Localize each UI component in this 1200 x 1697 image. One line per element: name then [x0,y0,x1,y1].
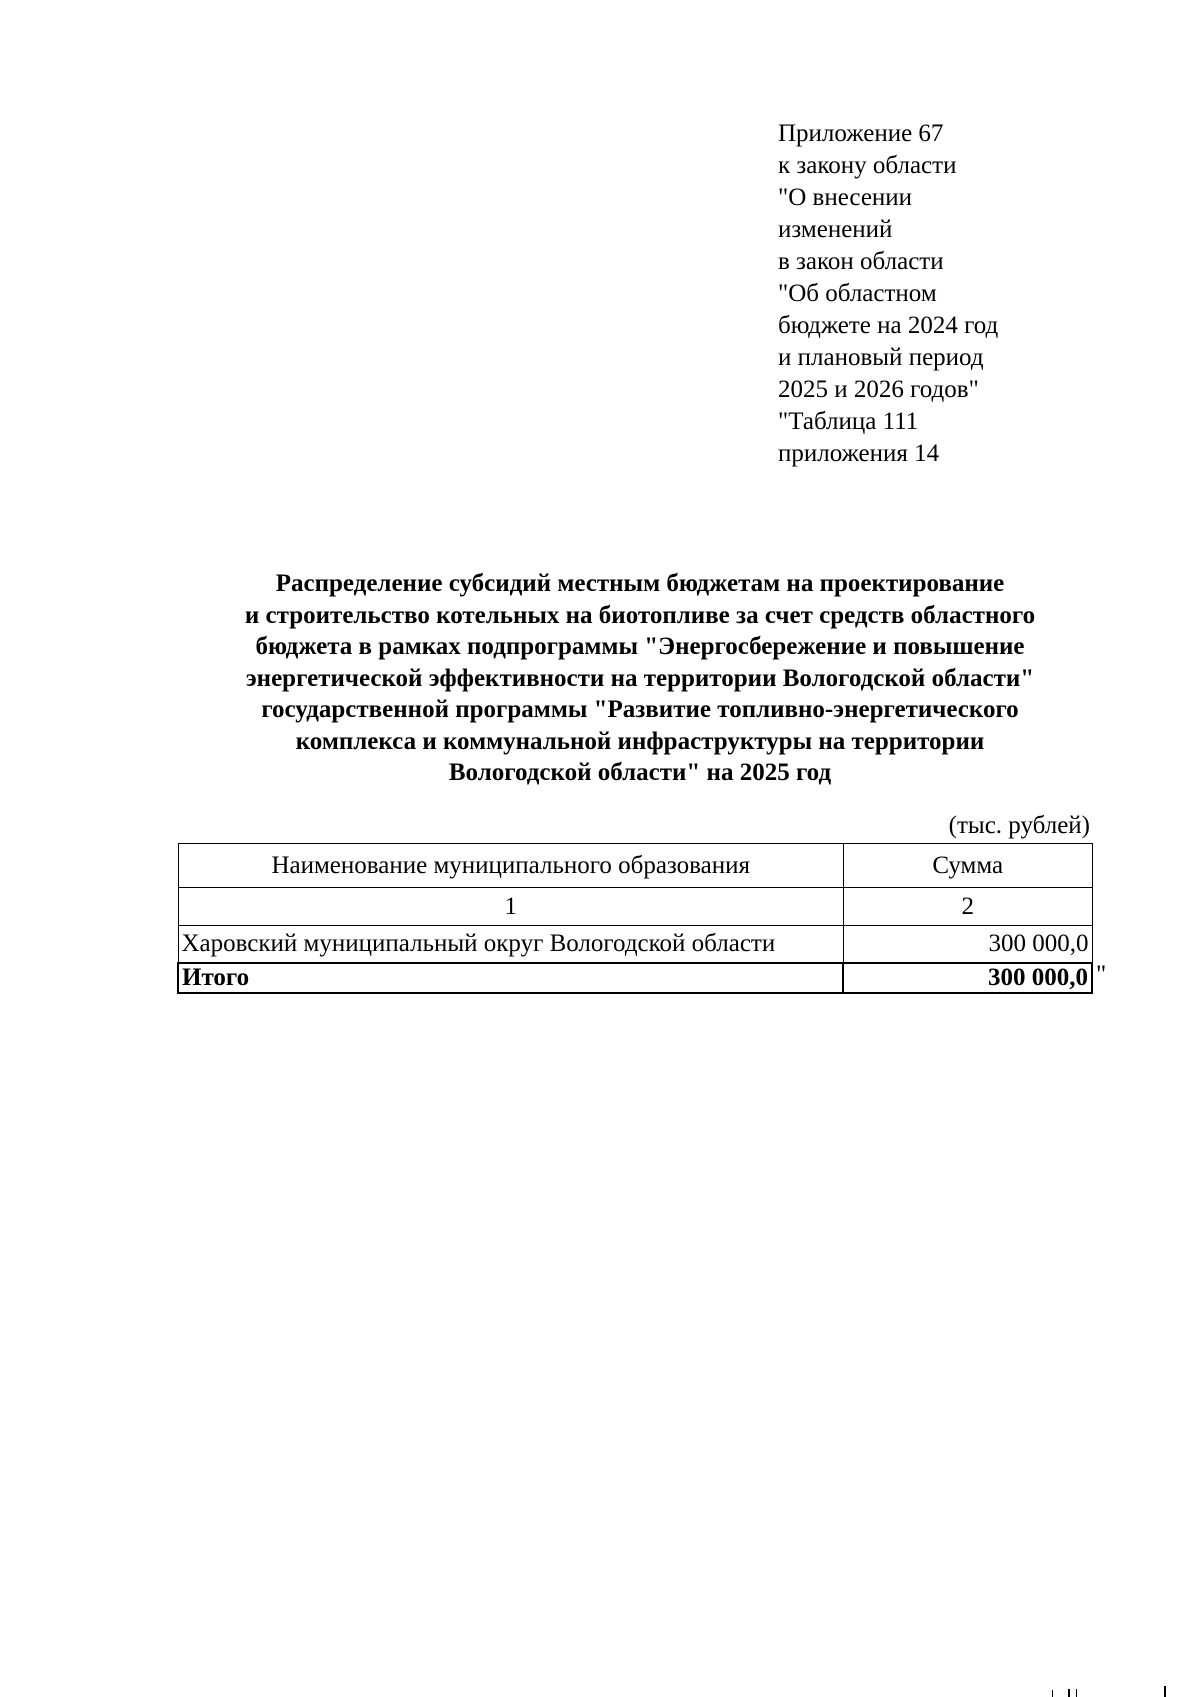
column-number-1: 1 [178,888,843,926]
subsidy-table [177,843,1093,994]
appendix-line: в закон области [778,248,944,275]
title-line: Распределение субсидий местным бюджетам на проектирование [275,570,1005,597]
column-number-row [178,888,1092,926]
document-title [180,568,1100,789]
title-line: энергетической эффективности на территории Вологодской области" [245,664,1035,692]
title-line: Вологодской области" на 2025 год [448,759,832,786]
total-row [178,963,1092,993]
appendix-line: "Об областном [778,280,937,307]
appendix-line: Приложение 67 [778,120,944,147]
scan-mark [1068,1689,1070,1697]
table-row [178,926,1092,964]
title-line: бюджета в рамках подпрограммы "Энергосбережение и повышение [255,633,1025,660]
appendix-line: 2025 и 2026 годов" [778,376,979,403]
appendix-line: "О внесении [778,184,913,211]
closing-quote: " [1096,961,1107,988]
appendix-line: "Таблица 111 [778,408,919,435]
title-line: государственной программы "Развитие топливно-энергетического [261,696,1019,723]
column-number-2: 2 [843,888,1092,926]
appendix-line: и плановый период [778,344,984,371]
appendix-header [778,118,1078,470]
appendix-line: бюджете на 2024 год [778,312,999,339]
total-label: Итого [178,963,843,993]
scan-mark [1052,1690,1053,1697]
header-name: Наименование муниципального образования [178,844,843,888]
table-header-row [178,844,1092,888]
appendix-line: к закону области [778,152,957,179]
title-line: комплекса и коммунальной инфраструктуры на территории [295,727,985,755]
header-amount: Сумма [843,844,1092,888]
municipality-amount: 300 000,0 [843,926,1092,964]
scan-mark [1164,1686,1166,1697]
total-amount: 300 000,0 [843,963,1092,993]
appendix-line: изменений [778,216,893,243]
title-line: и строительство котельных на биотопливе за счет средств областного [244,601,1036,629]
units-label: (тыс. рублей) [948,812,1090,839]
municipality-name: Харовский муниципальный округ Вологодской области [178,926,843,964]
scan-mark [1076,1689,1077,1697]
appendix-line: приложения 14 [778,440,940,467]
